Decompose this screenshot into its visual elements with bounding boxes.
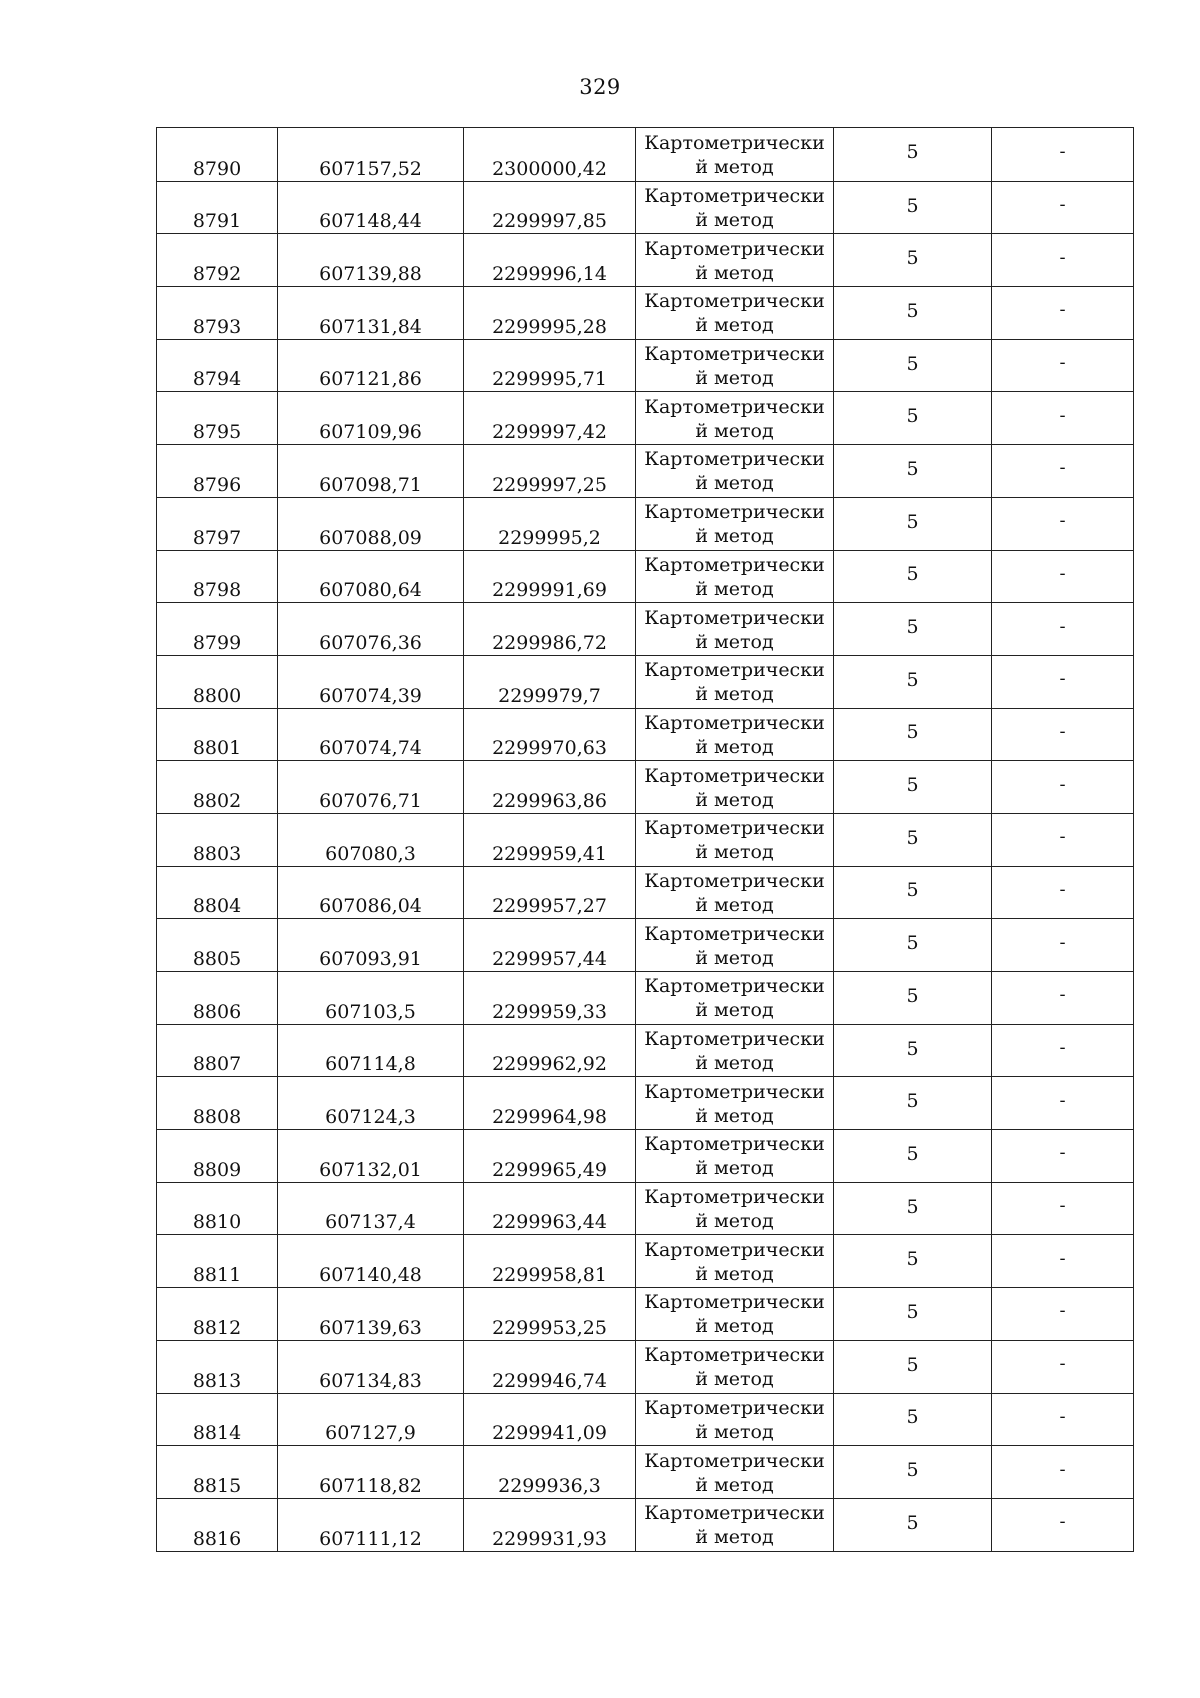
accuracy-cell: 5 <box>833 1235 991 1287</box>
point-number-cell: 8810 <box>192 1211 242 1234</box>
note-cell: - <box>991 1341 1133 1393</box>
method-line-2: й метод <box>695 841 774 864</box>
x-coordinate-cell: 607137,4 <box>277 1183 463 1235</box>
y-coordinate-cell: 2299986,72 <box>463 603 635 655</box>
table-row <box>157 339 1133 392</box>
method-line-1: Картометрически <box>644 1449 825 1472</box>
x-coordinate-cell: 607093,91 <box>277 919 463 971</box>
method-cell <box>635 1499 833 1551</box>
accuracy-cell: 5 <box>833 445 991 497</box>
table-row <box>157 550 1133 603</box>
x-coordinate-cell: 607134,83 <box>277 1341 463 1393</box>
method-line-2: й метод <box>695 209 774 232</box>
point-number-cell: 8804 <box>192 895 242 918</box>
method-line-2: й метод <box>695 735 774 758</box>
x-coordinate-cell: 607076,71 <box>277 761 463 813</box>
method-line-1: Картометрически <box>644 922 825 945</box>
table-row <box>157 1024 1133 1077</box>
method-cell <box>635 1130 833 1182</box>
accuracy-cell: 5 <box>833 919 991 971</box>
point-number-cell: 8791 <box>192 210 242 233</box>
accuracy-cell: 5 <box>833 392 991 444</box>
x-coordinate-cell: 607124,3 <box>277 1077 463 1129</box>
method-cell <box>635 1394 833 1446</box>
x-coordinate-cell: 607118,82 <box>277 1446 463 1498</box>
note-cell: - <box>991 603 1133 655</box>
table-row <box>157 128 1133 181</box>
point-number-cell: 8795 <box>192 421 242 444</box>
note-cell: - <box>991 1446 1133 1498</box>
method-line-2: й метод <box>695 261 774 284</box>
point-number-cell: 8813 <box>192 1369 242 1392</box>
method-cell <box>635 709 833 761</box>
point-number-cell: 8803 <box>192 842 242 865</box>
note-cell: - <box>991 128 1133 181</box>
method-line-1: Картометрически <box>644 869 825 892</box>
method-line-2: й метод <box>695 999 774 1022</box>
point-number-cell: 8801 <box>192 737 242 760</box>
y-coordinate-cell: 2299963,86 <box>463 761 635 813</box>
x-coordinate-cell: 607148,44 <box>277 182 463 234</box>
method-line-2: й метод <box>695 1104 774 1127</box>
table-row <box>157 971 1133 1024</box>
note-cell: - <box>991 867 1133 919</box>
method-cell <box>635 867 833 919</box>
method-line-1: Картометрически <box>644 1028 825 1051</box>
table-row <box>157 1287 1133 1340</box>
method-line-1: Картометрически <box>644 606 825 629</box>
method-cell <box>635 603 833 655</box>
method-line-2: й метод <box>695 1368 774 1391</box>
method-line-2: й метод <box>695 1052 774 1075</box>
accuracy-cell: 5 <box>833 1394 991 1446</box>
note-cell: - <box>991 234 1133 286</box>
accuracy-cell: 5 <box>833 972 991 1024</box>
method-line-1: Картометрически <box>644 185 825 208</box>
note-cell: - <box>991 1394 1133 1446</box>
method-cell <box>635 972 833 1024</box>
method-line-1: Картометрически <box>644 501 825 524</box>
x-coordinate-cell: 607139,63 <box>277 1288 463 1340</box>
method-cell <box>635 919 833 971</box>
point-number-cell: 8808 <box>192 1106 242 1129</box>
x-coordinate-cell: 607111,12 <box>277 1499 463 1551</box>
accuracy-cell: 5 <box>833 603 991 655</box>
method-line-2: й метод <box>695 788 774 811</box>
y-coordinate-cell: 2299959,33 <box>463 972 635 1024</box>
point-number-cell: 8809 <box>192 1158 242 1181</box>
accuracy-cell: 5 <box>833 867 991 919</box>
method-line-1: Картометрически <box>644 290 825 313</box>
note-cell: - <box>991 1183 1133 1235</box>
y-coordinate-cell: 2299995,28 <box>463 287 635 339</box>
point-number-cell: 8797 <box>192 526 242 549</box>
note-cell: - <box>991 182 1133 234</box>
table-row <box>157 1445 1133 1498</box>
table-row <box>157 1340 1133 1393</box>
table-row <box>157 181 1133 234</box>
x-coordinate-cell: 607139,88 <box>277 234 463 286</box>
note-cell: - <box>991 1235 1133 1287</box>
y-coordinate-cell: 2299979,7 <box>463 656 635 708</box>
accuracy-cell: 5 <box>833 182 991 234</box>
point-number-cell: 8802 <box>192 789 242 812</box>
method-line-2: й метод <box>695 946 774 969</box>
y-coordinate-cell: 2299997,25 <box>463 445 635 497</box>
note-cell: - <box>991 814 1133 866</box>
accuracy-cell: 5 <box>833 656 991 708</box>
method-cell <box>635 340 833 392</box>
method-line-2: й метод <box>695 419 774 442</box>
note-cell: - <box>991 761 1133 813</box>
point-number-cell: 8792 <box>192 263 242 286</box>
y-coordinate-cell: 2299963,44 <box>463 1183 635 1235</box>
table-row <box>157 497 1133 550</box>
accuracy-cell: 5 <box>833 234 991 286</box>
method-line-1: Картометрически <box>644 448 825 471</box>
x-coordinate-cell: 607103,5 <box>277 972 463 1024</box>
page-number: 329 <box>579 75 621 99</box>
method-cell <box>635 182 833 234</box>
method-line-2: й метод <box>695 630 774 653</box>
method-cell <box>635 1446 833 1498</box>
y-coordinate-cell: 2299953,25 <box>463 1288 635 1340</box>
note-cell: - <box>991 919 1133 971</box>
table-row <box>157 286 1133 339</box>
method-line-2: й метод <box>695 314 774 337</box>
accuracy-cell: 5 <box>833 1499 991 1551</box>
method-line-2: й метод <box>695 367 774 390</box>
method-line-1: Картометрически <box>644 553 825 576</box>
note-cell: - <box>991 498 1133 550</box>
accuracy-cell: 5 <box>833 1341 991 1393</box>
y-coordinate-cell: 2299996,14 <box>463 234 635 286</box>
point-number-cell: 8796 <box>192 473 242 496</box>
method-cell <box>635 287 833 339</box>
accuracy-cell: 5 <box>833 1025 991 1077</box>
y-coordinate-cell: 2299991,69 <box>463 551 635 603</box>
method-line-1: Картометрически <box>644 1238 825 1261</box>
x-coordinate-cell: 607080,3 <box>277 814 463 866</box>
table-row <box>157 760 1133 813</box>
method-cell <box>635 1235 833 1287</box>
x-coordinate-cell: 607076,36 <box>277 603 463 655</box>
y-coordinate-cell: 2299957,44 <box>463 919 635 971</box>
method-cell <box>635 814 833 866</box>
method-cell <box>635 392 833 444</box>
note-cell: - <box>991 1077 1133 1129</box>
x-coordinate-cell: 607127,9 <box>277 1394 463 1446</box>
table-row <box>157 918 1133 971</box>
method-line-2: й метод <box>695 525 774 548</box>
method-line-1: Картометрически <box>644 975 825 998</box>
accuracy-cell: 5 <box>833 709 991 761</box>
method-cell <box>635 498 833 550</box>
accuracy-cell: 5 <box>833 1446 991 1498</box>
table-row <box>157 1129 1133 1182</box>
accuracy-cell: 5 <box>833 1130 991 1182</box>
y-coordinate-cell: 2299997,85 <box>463 182 635 234</box>
note-cell: - <box>991 709 1133 761</box>
method-line-1: Картометрически <box>644 1186 825 1209</box>
y-coordinate-cell: 2299962,92 <box>463 1025 635 1077</box>
method-line-1: Картометрически <box>644 395 825 418</box>
x-coordinate-cell: 607086,04 <box>277 867 463 919</box>
accuracy-cell: 5 <box>833 1183 991 1235</box>
method-cell <box>635 445 833 497</box>
y-coordinate-cell: 2299957,27 <box>463 867 635 919</box>
y-coordinate-cell: 2299995,2 <box>463 498 635 550</box>
method-line-2: й метод <box>695 683 774 706</box>
method-cell <box>635 656 833 708</box>
point-number-cell: 8811 <box>192 1264 242 1287</box>
accuracy-cell: 5 <box>833 340 991 392</box>
method-line-2: й метод <box>695 1315 774 1338</box>
table-row <box>157 866 1133 919</box>
accuracy-cell: 5 <box>833 498 991 550</box>
table-row <box>157 602 1133 655</box>
point-number-cell: 8798 <box>192 579 242 602</box>
y-coordinate-cell: 2299958,81 <box>463 1235 635 1287</box>
note-cell: - <box>991 445 1133 497</box>
method-line-2: й метод <box>695 893 774 916</box>
note-cell: - <box>991 656 1133 708</box>
note-cell: - <box>991 1499 1133 1551</box>
method-line-2: й метод <box>695 1262 774 1285</box>
note-cell: - <box>991 1288 1133 1340</box>
note-cell: - <box>991 972 1133 1024</box>
method-line-1: Картометрически <box>644 1396 825 1419</box>
point-number-cell: 8805 <box>192 948 242 970</box>
accuracy-cell: 5 <box>833 551 991 603</box>
method-line-1: Картометрически <box>644 343 825 366</box>
y-coordinate-cell: 2299965,49 <box>463 1130 635 1182</box>
x-coordinate-cell: 607114,8 <box>277 1025 463 1077</box>
x-coordinate-cell: 607088,09 <box>277 498 463 550</box>
point-number-cell: 8800 <box>192 684 242 707</box>
x-coordinate-cell: 607121,86 <box>277 340 463 392</box>
x-coordinate-cell: 607098,71 <box>277 445 463 497</box>
method-line-2: й метод <box>695 472 774 495</box>
y-coordinate-cell: 2300000,42 <box>463 128 635 181</box>
method-cell <box>635 1183 833 1235</box>
method-line-1: Картометрически <box>644 131 825 154</box>
method-line-2: й метод <box>695 155 774 178</box>
method-line-1: Картометрически <box>644 711 825 734</box>
method-cell <box>635 1341 833 1393</box>
y-coordinate-cell: 2299964,98 <box>463 1077 635 1129</box>
point-number-cell: 8815 <box>192 1474 242 1497</box>
y-coordinate-cell: 2299995,71 <box>463 340 635 392</box>
table-row <box>157 233 1133 286</box>
y-coordinate-cell: 2299936,3 <box>463 1446 635 1498</box>
x-coordinate-cell: 607074,39 <box>277 656 463 708</box>
method-line-2: й метод <box>695 1526 774 1549</box>
point-number-cell: 8816 <box>192 1527 242 1550</box>
y-coordinate-cell: 2299946,74 <box>463 1341 635 1393</box>
method-line-2: й метод <box>695 1473 774 1496</box>
note-cell: - <box>991 1025 1133 1077</box>
method-line-1: Картометрически <box>644 237 825 260</box>
x-coordinate-cell: 607132,01 <box>277 1130 463 1182</box>
y-coordinate-cell: 2299959,41 <box>463 814 635 866</box>
method-cell <box>635 1288 833 1340</box>
method-line-2: й метод <box>695 1210 774 1233</box>
note-cell: - <box>991 340 1133 392</box>
method-line-2: й метод <box>695 1157 774 1180</box>
table-row <box>157 1393 1133 1446</box>
accuracy-cell: 5 <box>833 814 991 866</box>
method-cell <box>635 551 833 603</box>
point-number-cell: 8812 <box>192 1316 242 1339</box>
table-row <box>157 655 1133 708</box>
y-coordinate-cell: 2299941,09 <box>463 1394 635 1446</box>
point-number-cell: 8790 <box>192 157 242 180</box>
method-cell <box>635 128 833 181</box>
note-cell: - <box>991 1130 1133 1182</box>
method-line-1: Картометрически <box>644 1080 825 1103</box>
point-number-cell: 8793 <box>192 315 242 338</box>
x-coordinate-cell: 607157,52 <box>277 128 463 181</box>
x-coordinate-cell: 607080,64 <box>277 551 463 603</box>
table-row <box>157 1498 1133 1551</box>
table-row <box>157 708 1133 761</box>
accuracy-cell: 5 <box>833 287 991 339</box>
y-coordinate-cell: 2299931,93 <box>463 1499 635 1551</box>
accuracy-cell: 5 <box>833 1288 991 1340</box>
method-line-2: й метод <box>695 1420 774 1443</box>
method-line-1: Картометрически <box>644 764 825 787</box>
method-line-2: й метод <box>695 577 774 600</box>
y-coordinate-cell: 2299970,63 <box>463 709 635 761</box>
x-coordinate-cell: 607109,96 <box>277 392 463 444</box>
method-line-1: Картометрически <box>644 817 825 840</box>
x-coordinate-cell: 607140,48 <box>277 1235 463 1287</box>
y-coordinate-cell: 2299997,42 <box>463 392 635 444</box>
accuracy-cell: 5 <box>833 761 991 813</box>
note-cell: - <box>991 392 1133 444</box>
method-cell <box>635 761 833 813</box>
table-row <box>157 391 1133 444</box>
accuracy-cell: 5 <box>833 1077 991 1129</box>
method-line-1: Картометрически <box>644 1291 825 1314</box>
table-row <box>157 1234 1133 1287</box>
method-cell <box>635 1077 833 1129</box>
table-row <box>157 1182 1133 1235</box>
method-cell <box>635 1025 833 1077</box>
note-cell: - <box>991 287 1133 339</box>
table-row <box>157 1076 1133 1129</box>
note-cell: - <box>991 551 1133 603</box>
x-coordinate-cell: 607131,84 <box>277 287 463 339</box>
coordinates-table <box>156 127 1134 1552</box>
point-number-cell: 8806 <box>192 1000 242 1023</box>
point-number-cell: 8794 <box>192 368 242 391</box>
point-number-cell: 8799 <box>192 631 242 654</box>
point-number-cell: 8814 <box>192 1422 242 1445</box>
method-line-1: Картометрически <box>644 1502 825 1525</box>
table-row <box>157 813 1133 866</box>
method-cell <box>635 234 833 286</box>
table-row <box>157 444 1133 497</box>
method-line-1: Картометрически <box>644 659 825 682</box>
point-number-cell: 8807 <box>192 1053 242 1076</box>
method-line-1: Картометрически <box>644 1133 825 1156</box>
method-line-1: Картометрически <box>644 1344 825 1367</box>
x-coordinate-cell: 607074,74 <box>277 709 463 761</box>
accuracy-cell: 5 <box>833 128 991 181</box>
